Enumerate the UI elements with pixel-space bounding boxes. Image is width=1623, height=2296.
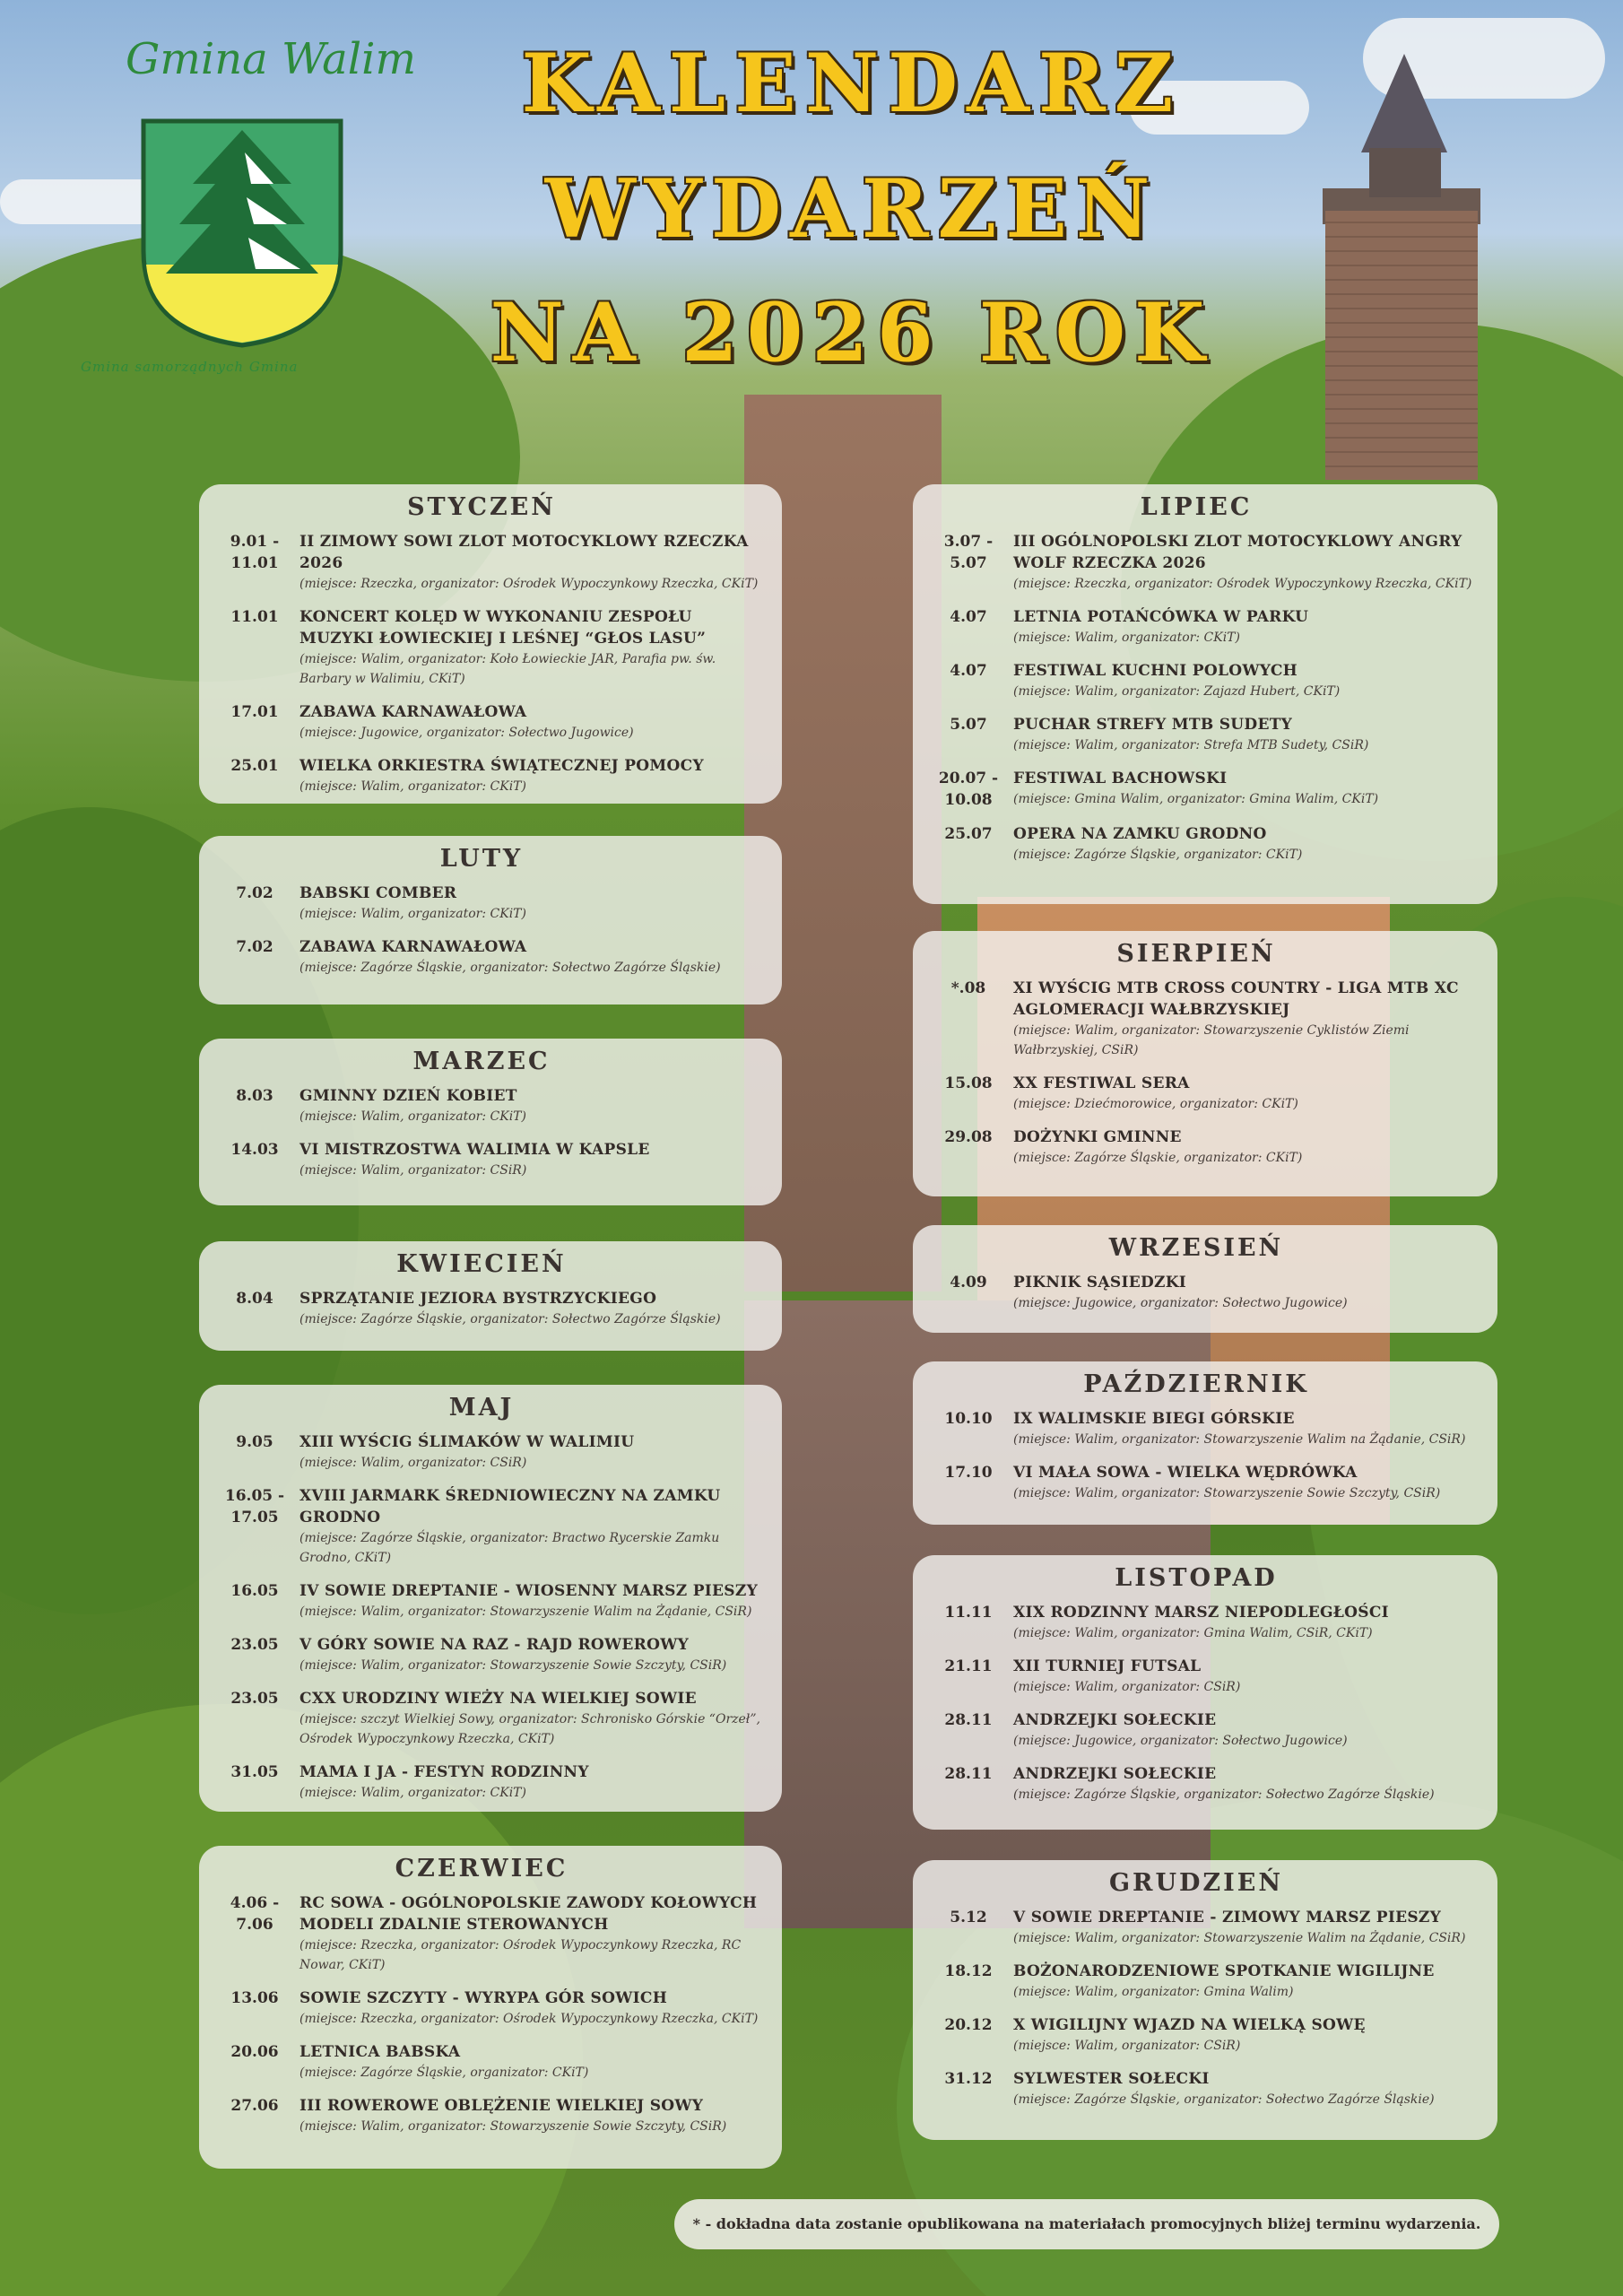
event-date: 28.11 bbox=[944, 1711, 993, 1729]
event-row bbox=[913, 823, 1480, 865]
event-date: 9.01 - 11.01 bbox=[230, 533, 280, 572]
crest-motto: Gmina samorządnych Gmina bbox=[81, 359, 299, 375]
event-date: 20.12 bbox=[944, 2016, 993, 2034]
event-row bbox=[913, 1602, 1480, 1643]
event-place: (miejsce: Zagórze Śląskie, organizator: Bractwo Rycerskie Zamku Grodno, CKiT) bbox=[299, 1531, 720, 1565]
event-date: 23.05 bbox=[230, 1690, 279, 1708]
month-title: MARZEC bbox=[412, 1048, 551, 1075]
month-card-kwiecien bbox=[199, 1241, 782, 1351]
event-date: 17.01 bbox=[230, 703, 279, 721]
event-body bbox=[1013, 1126, 1480, 1168]
event-title: PUCHAR STREFY MTB SUDETY bbox=[1013, 716, 1293, 734]
event-place: (miejsce: Gmina Walim, organizator: Gmina Walim, CKiT) bbox=[1013, 792, 1379, 806]
event-body bbox=[299, 2095, 764, 2136]
event-date: 10.10 bbox=[944, 1410, 993, 1428]
event-body bbox=[299, 1987, 764, 2029]
event-date: 13.06 bbox=[230, 1989, 279, 2007]
title-line-2: WYDARZEŃ bbox=[544, 161, 1159, 257]
coat-of-arms-icon bbox=[139, 117, 345, 350]
event-place: (miejsce: Zagórze Śląskie, organizator: Sołectwo Zagórze Śląskie) bbox=[299, 961, 721, 975]
event-body bbox=[1013, 1656, 1480, 1697]
event-date: 20.06 bbox=[230, 2043, 279, 2061]
event-title: PIKNIK SĄSIEDZKI bbox=[1013, 1274, 1187, 1292]
event-place: (miejsce: Rzeczka, organizator: Ośrodek Wypoczynkowy Rzeczka, CKiT) bbox=[1013, 577, 1472, 591]
event-title: X WIGILIJNY WJAZD NA WIELKĄ SOWĘ bbox=[1013, 2016, 1366, 2034]
event-place: (miejsce: Walim, organizator: Gmina Walim) bbox=[1013, 1985, 1294, 1999]
event-title: MAMA I JA - FESTYN RODZINNY bbox=[299, 1763, 589, 1781]
event-place: (miejsce: Walim, organizator: CKiT) bbox=[299, 1109, 526, 1124]
event-body bbox=[299, 606, 764, 689]
event-title: WIELKA ORKIESTRA ŚWIĄTECZNEJ POMOCY bbox=[299, 757, 704, 775]
event-title: SOWIE SZCZYTY - WYRYPA GÓR SOWICH bbox=[299, 1989, 668, 2007]
event-place: (miejsce: Walim, organizator: CSiR) bbox=[1013, 1680, 1241, 1694]
event-row bbox=[199, 2041, 764, 2083]
event-row bbox=[913, 1126, 1480, 1168]
month-card-luty bbox=[199, 836, 782, 1004]
event-place: (miejsce: Walim, organizator: Stowarzyszenie Cyklistów Ziemi Wałbrzyskiej, CSiR) bbox=[1013, 1023, 1410, 1057]
event-body bbox=[1013, 2068, 1480, 2109]
event-place: (miejsce: Walim, organizator: CKiT) bbox=[1013, 631, 1240, 645]
event-row bbox=[913, 1907, 1480, 1948]
event-row bbox=[199, 1761, 764, 1803]
event-place: (miejsce: Zagórze Śląskie, organizator: Sołectwo Zagórze Śląskie) bbox=[299, 1312, 721, 1326]
event-date: 14.03 bbox=[230, 1141, 279, 1159]
event-date: 17.10 bbox=[944, 1464, 993, 1482]
event-place: (miejsce: Zagórze Śląskie, organizator: CKiT) bbox=[1013, 1151, 1303, 1165]
event-body bbox=[1013, 714, 1480, 755]
month-title: CZERWIEC bbox=[395, 1855, 568, 1883]
event-place: (miejsce: Walim, organizator: CSiR) bbox=[1013, 2039, 1241, 2053]
event-place: (miejsce: Rzeczka, organizator: Ośrodek Wypoczynkowy Rzeczka, CKiT) bbox=[299, 577, 759, 591]
municipality-logo-text: Gmina Walim bbox=[126, 34, 416, 84]
event-date: 4.07 bbox=[950, 662, 987, 680]
event-title: II ZIMOWY SOWI ZLOT MOTOCYKLOWY RZECZKA 2026 bbox=[299, 533, 749, 572]
event-place: (miejsce: Zagórze Śląskie, organizator: Sołectwo Zagórze Śląskie) bbox=[1013, 2092, 1435, 2107]
event-place: (miejsce: Walim, organizator: Gmina Walim, CSiR, CKiT) bbox=[1013, 1626, 1373, 1640]
event-place: (miejsce: Walim, organizator: CSiR) bbox=[299, 1163, 527, 1178]
month-card-marzec bbox=[199, 1039, 782, 1205]
event-row bbox=[913, 1961, 1480, 2002]
event-title: SPRZĄTANIE JEZIORA BYSTRZYCKIEGO bbox=[299, 1290, 657, 1308]
event-row bbox=[199, 531, 764, 594]
month-title: PAŹDZIERNIK bbox=[1083, 1370, 1309, 1398]
event-row bbox=[913, 714, 1480, 755]
event-title: III OGÓLNOPOLSKI ZLOT MOTOCYKLOWY ANGRY WOLF RZECZKA 2026 bbox=[1013, 533, 1462, 572]
month-card-lipiec bbox=[913, 484, 1497, 904]
event-body bbox=[299, 1892, 764, 1975]
event-body bbox=[299, 1085, 764, 1126]
event-row bbox=[199, 1139, 764, 1180]
event-date: 4.07 bbox=[950, 608, 987, 626]
event-row bbox=[913, 1763, 1480, 1805]
event-row bbox=[199, 1580, 764, 1622]
event-body bbox=[299, 1634, 764, 1675]
event-title: ZABAWA KARNAWAŁOWA bbox=[299, 938, 527, 956]
event-place: (miejsce: Walim, organizator: CSiR) bbox=[299, 1456, 527, 1470]
event-title: V GÓRY SOWIE NA RAZ - RAJD ROWEROWY bbox=[299, 1636, 690, 1654]
event-body bbox=[299, 1288, 764, 1329]
event-body bbox=[1013, 823, 1480, 865]
event-place: (miejsce: Walim, organizator: Stowarzyszenie Walim na Żądanie, CSiR) bbox=[1013, 1931, 1466, 1945]
event-title: SYLWESTER SOŁECKI bbox=[1013, 2070, 1210, 2088]
event-title: DOŻYNKI GMINNE bbox=[1013, 1128, 1182, 1146]
month-title: GRUDZIEŃ bbox=[1108, 1869, 1284, 1897]
month-card-wrzesien bbox=[913, 1225, 1497, 1333]
event-date: 11.11 bbox=[944, 1604, 993, 1622]
event-date: 20.07 - 10.08 bbox=[938, 770, 999, 809]
event-body bbox=[299, 1761, 764, 1803]
event-date: *.08 bbox=[950, 979, 986, 997]
event-date: 21.11 bbox=[944, 1657, 993, 1675]
event-place: (miejsce: Walim, organizator: CKiT) bbox=[299, 907, 526, 921]
event-title: BABSKI COMBER bbox=[299, 884, 457, 902]
event-date: 25.01 bbox=[230, 757, 279, 775]
event-place: (miejsce: Jugowice, organizator: Sołectwo Jugowice) bbox=[1013, 1734, 1348, 1748]
event-body bbox=[1013, 1408, 1480, 1449]
event-date: 8.04 bbox=[236, 1290, 273, 1308]
event-body bbox=[1013, 1763, 1480, 1805]
event-row bbox=[199, 1085, 764, 1126]
event-date: 8.03 bbox=[236, 1087, 273, 1105]
event-body bbox=[299, 936, 764, 978]
event-date: 9.05 bbox=[236, 1433, 273, 1451]
event-title: LETNIA POTAŃCÓWKA W PARKU bbox=[1013, 608, 1309, 626]
month-card-listopad bbox=[913, 1555, 1497, 1830]
event-date: 4.06 - 7.06 bbox=[230, 1894, 280, 1934]
event-title: V SOWIE DREPTANIE - ZIMOWY MARSZ PIESZY bbox=[1013, 1909, 1442, 1926]
event-body bbox=[299, 1139, 764, 1180]
event-date: 5.12 bbox=[950, 1909, 987, 1926]
event-row bbox=[913, 660, 1480, 701]
event-place: (miejsce: Rzeczka, organizator: Ośrodek Wypoczynkowy Rzeczka, RC Nowar, CKiT) bbox=[299, 1938, 742, 1972]
month-card-pazdziernik bbox=[913, 1361, 1497, 1525]
event-body bbox=[1013, 1602, 1480, 1643]
event-row bbox=[199, 936, 764, 978]
event-row bbox=[913, 1272, 1480, 1313]
event-title: IX WALIMSKIE BIEGI GÓRSKIE bbox=[1013, 1410, 1295, 1428]
event-body bbox=[1013, 1907, 1480, 1948]
event-place: (miejsce: Walim, organizator: Stowarzyszenie Sowie Szczyty, CSiR) bbox=[299, 2119, 727, 2134]
event-title: XII TURNIEJ FUTSAL bbox=[1013, 1657, 1202, 1675]
event-body bbox=[1013, 1272, 1480, 1313]
event-title: RC SOWA - OGÓLNOPOLSKIE ZAWODY KOŁOWYCH MODELI ZDALNIE STEROWANYCH bbox=[299, 1894, 758, 1934]
event-title: III ROWEROWE OBLĘŻENIE WIELKIEJ SOWY bbox=[299, 2097, 704, 2115]
footnote: * - dokładna data zostanie opublikowana na materiałach promocyjnych bliżej terminu wydarzenia. bbox=[674, 2199, 1499, 2249]
event-date: 16.05 bbox=[230, 1582, 279, 1600]
event-title: VI MAŁA SOWA - WIELKA WĘDRÓWKA bbox=[1013, 1464, 1358, 1482]
event-title: VI MISTRZOSTWA WALIMIA W KAPSLE bbox=[299, 1141, 650, 1159]
event-date: 29.08 bbox=[944, 1128, 993, 1146]
event-title: BOŻONARODZENIOWE SPOTKANIE WIGILIJNE bbox=[1013, 1962, 1435, 1980]
event-row bbox=[199, 1288, 764, 1329]
event-row bbox=[913, 1656, 1480, 1697]
event-row bbox=[913, 768, 1480, 811]
event-body bbox=[299, 2041, 764, 2083]
event-body bbox=[299, 1485, 764, 1568]
event-place: (miejsce: Walim, organizator: Stowarzyszenie Walim na Żądanie, CSiR) bbox=[299, 1605, 752, 1619]
event-place: (miejsce: Walim, organizator: Zajazd Hubert, CKiT) bbox=[1013, 684, 1341, 699]
event-date: 18.12 bbox=[944, 1962, 993, 1980]
event-body bbox=[1013, 1073, 1480, 1114]
event-title: XX FESTIWAL SERA bbox=[1013, 1074, 1190, 1092]
event-title: XIX RODZINNY MARSZ NIEPODLEGŁOŚCI bbox=[1013, 1604, 1389, 1622]
event-place: (miejsce: Walim, organizator: Koło Łowieckie JAR, Parafia pw. św. Barbary w Walimiu, CKiT) bbox=[299, 652, 716, 686]
event-row bbox=[199, 2095, 764, 2136]
event-row bbox=[199, 755, 764, 796]
event-place: (miejsce: szczyt Wielkiej Sowy, organizator: Schronisko Górskie “Orzeł”, Ośrodek Wypoczynkowy Rzeczka, CKiT) bbox=[299, 1712, 760, 1746]
event-row bbox=[913, 1073, 1480, 1114]
event-row bbox=[199, 883, 764, 924]
event-row bbox=[913, 1709, 1480, 1751]
event-body bbox=[299, 1580, 764, 1622]
title-line-1: KALENDARZ bbox=[521, 36, 1183, 131]
event-row bbox=[199, 1892, 764, 1975]
event-date: 4.09 bbox=[950, 1274, 987, 1292]
month-title: LIPIEC bbox=[1140, 493, 1253, 521]
event-row bbox=[913, 531, 1480, 594]
event-row bbox=[199, 1987, 764, 2029]
event-title: FESTIWAL BACHOWSKI bbox=[1013, 770, 1228, 787]
event-body bbox=[299, 701, 764, 743]
event-date: 28.11 bbox=[944, 1765, 993, 1783]
event-body bbox=[299, 883, 764, 924]
event-body bbox=[1013, 531, 1480, 594]
event-title: XVIII JARMARK ŚREDNIOWIECZNY NA ZAMKU GRODNO bbox=[299, 1487, 721, 1526]
month-title: SIERPIEŃ bbox=[1116, 940, 1276, 968]
month-title: MAJ bbox=[448, 1394, 515, 1422]
month-title: STYCZEŃ bbox=[407, 493, 556, 521]
event-body bbox=[299, 1688, 764, 1749]
event-row bbox=[913, 2068, 1480, 2109]
event-date: 15.08 bbox=[944, 1074, 993, 1092]
month-card-sierpien bbox=[913, 931, 1497, 1196]
event-title: ANDRZEJKI SOŁECKIE bbox=[1013, 1765, 1217, 1783]
event-place: (miejsce: Zagórze Śląskie, organizator: CKiT) bbox=[299, 2066, 589, 2080]
event-date: 11.01 bbox=[230, 608, 279, 626]
event-place: (miejsce: Jugowice, organizator: Sołectwo Jugowice) bbox=[299, 726, 634, 740]
event-body bbox=[1013, 606, 1480, 648]
event-body bbox=[1013, 978, 1480, 1060]
event-place: (miejsce: Zagórze Śląskie, organizator: Sołectwo Zagórze Śląskie) bbox=[1013, 1787, 1435, 1802]
month-card-czerwiec bbox=[199, 1846, 782, 2169]
event-row bbox=[913, 1408, 1480, 1449]
event-row bbox=[199, 1634, 764, 1675]
event-place: (miejsce: Rzeczka, organizator: Ośrodek Wypoczynkowy Rzeczka, CKiT) bbox=[299, 2012, 759, 2026]
event-date: 27.06 bbox=[230, 2097, 279, 2115]
event-row bbox=[913, 2014, 1480, 2056]
event-title: XIII WYŚCIG ŚLIMAKÓW W WALIMIU bbox=[299, 1433, 635, 1451]
event-place: (miejsce: Walim, organizator: Stowarzyszenie Sowie Szczyty, CSiR) bbox=[299, 1658, 727, 1673]
month-title: KWIECIEŃ bbox=[396, 1250, 567, 1278]
event-row bbox=[913, 606, 1480, 648]
event-body bbox=[299, 531, 764, 594]
event-date: 7.02 bbox=[236, 884, 273, 902]
event-date: 23.05 bbox=[230, 1636, 279, 1654]
event-title: ZABAWA KARNAWAŁOWA bbox=[299, 703, 527, 721]
event-place: (miejsce: Walim, organizator: CKiT) bbox=[299, 1786, 526, 1800]
event-body bbox=[299, 1431, 764, 1473]
event-date: 3.07 - 5.07 bbox=[943, 533, 994, 572]
event-body bbox=[299, 755, 764, 796]
event-place: (miejsce: Jugowice, organizator: Sołectwo Jugowice) bbox=[1013, 1296, 1348, 1310]
event-row bbox=[913, 1462, 1480, 1503]
event-date: 31.05 bbox=[230, 1763, 279, 1781]
event-body bbox=[1013, 1462, 1480, 1503]
event-row bbox=[199, 701, 764, 743]
event-body bbox=[1013, 1961, 1480, 2002]
event-title: LETNICA BABSKA bbox=[299, 2043, 461, 2061]
event-body bbox=[1013, 660, 1480, 701]
event-title: CXX URODZINY WIEŻY NA WIELKIEJ SOWIE bbox=[299, 1690, 697, 1708]
title-line-3: NA 2026 ROK bbox=[490, 285, 1214, 380]
month-card-styczen bbox=[199, 484, 782, 804]
event-place: (miejsce: Dziećmorowice, organizator: CKiT) bbox=[1013, 1097, 1298, 1111]
event-title: GMINNY DZIEŃ KOBIET bbox=[299, 1087, 517, 1105]
event-row bbox=[913, 978, 1480, 1060]
event-date: 7.02 bbox=[236, 938, 273, 956]
event-title: KONCERT KOLĘD W WYKONANIU ZESPOŁU MUZYKI ŁOWIECKIEJ I LEŚNEJ “GŁOS LASU” bbox=[299, 608, 707, 648]
event-title: XI WYŚCIG MTB CROSS COUNTRY - LIGA MTB XC AGLOMERACJI WAŁBRZYSKIEJ bbox=[1013, 979, 1459, 1019]
event-title: IV SOWIE DREPTANIE - WIOSENNY MARSZ PIESZY bbox=[299, 1582, 759, 1600]
event-place: (miejsce: Zagórze Śląskie, organizator: CKiT) bbox=[1013, 848, 1303, 862]
event-title: FESTIWAL KUCHNI POLOWYCH bbox=[1013, 662, 1298, 680]
event-place: (miejsce: Walim, organizator: CKiT) bbox=[299, 779, 526, 794]
month-title: LUTY bbox=[439, 845, 524, 873]
event-row bbox=[199, 1485, 764, 1568]
event-date: 25.07 bbox=[944, 825, 993, 843]
event-title: OPERA NA ZAMKU GRODNO bbox=[1013, 825, 1267, 843]
event-row bbox=[199, 1431, 764, 1473]
event-place: (miejsce: Walim, organizator: Stowarzyszenie Walim na Żądanie, CSiR) bbox=[1013, 1432, 1466, 1447]
month-title: LISTOPAD bbox=[1115, 1564, 1278, 1592]
event-title: ANDRZEJKI SOŁECKIE bbox=[1013, 1711, 1217, 1729]
event-row bbox=[199, 606, 764, 689]
event-body bbox=[1013, 768, 1480, 811]
event-date: 31.12 bbox=[944, 2070, 993, 2088]
event-place: (miejsce: Walim, organizator: Stowarzyszenie Sowie Szczyty, CSiR) bbox=[1013, 1486, 1441, 1500]
event-row bbox=[199, 1688, 764, 1749]
event-place: (miejsce: Walim, organizator: Strefa MTB Sudety, CSiR) bbox=[1013, 738, 1369, 752]
event-body bbox=[1013, 2014, 1480, 2056]
event-date: 5.07 bbox=[950, 716, 987, 734]
event-date: 16.05 - 17.05 bbox=[224, 1487, 285, 1526]
event-body bbox=[1013, 1709, 1480, 1751]
month-card-grudzien bbox=[913, 1860, 1497, 2140]
month-title: WRZESIEŃ bbox=[1108, 1234, 1284, 1262]
month-card-maj bbox=[199, 1385, 782, 1812]
